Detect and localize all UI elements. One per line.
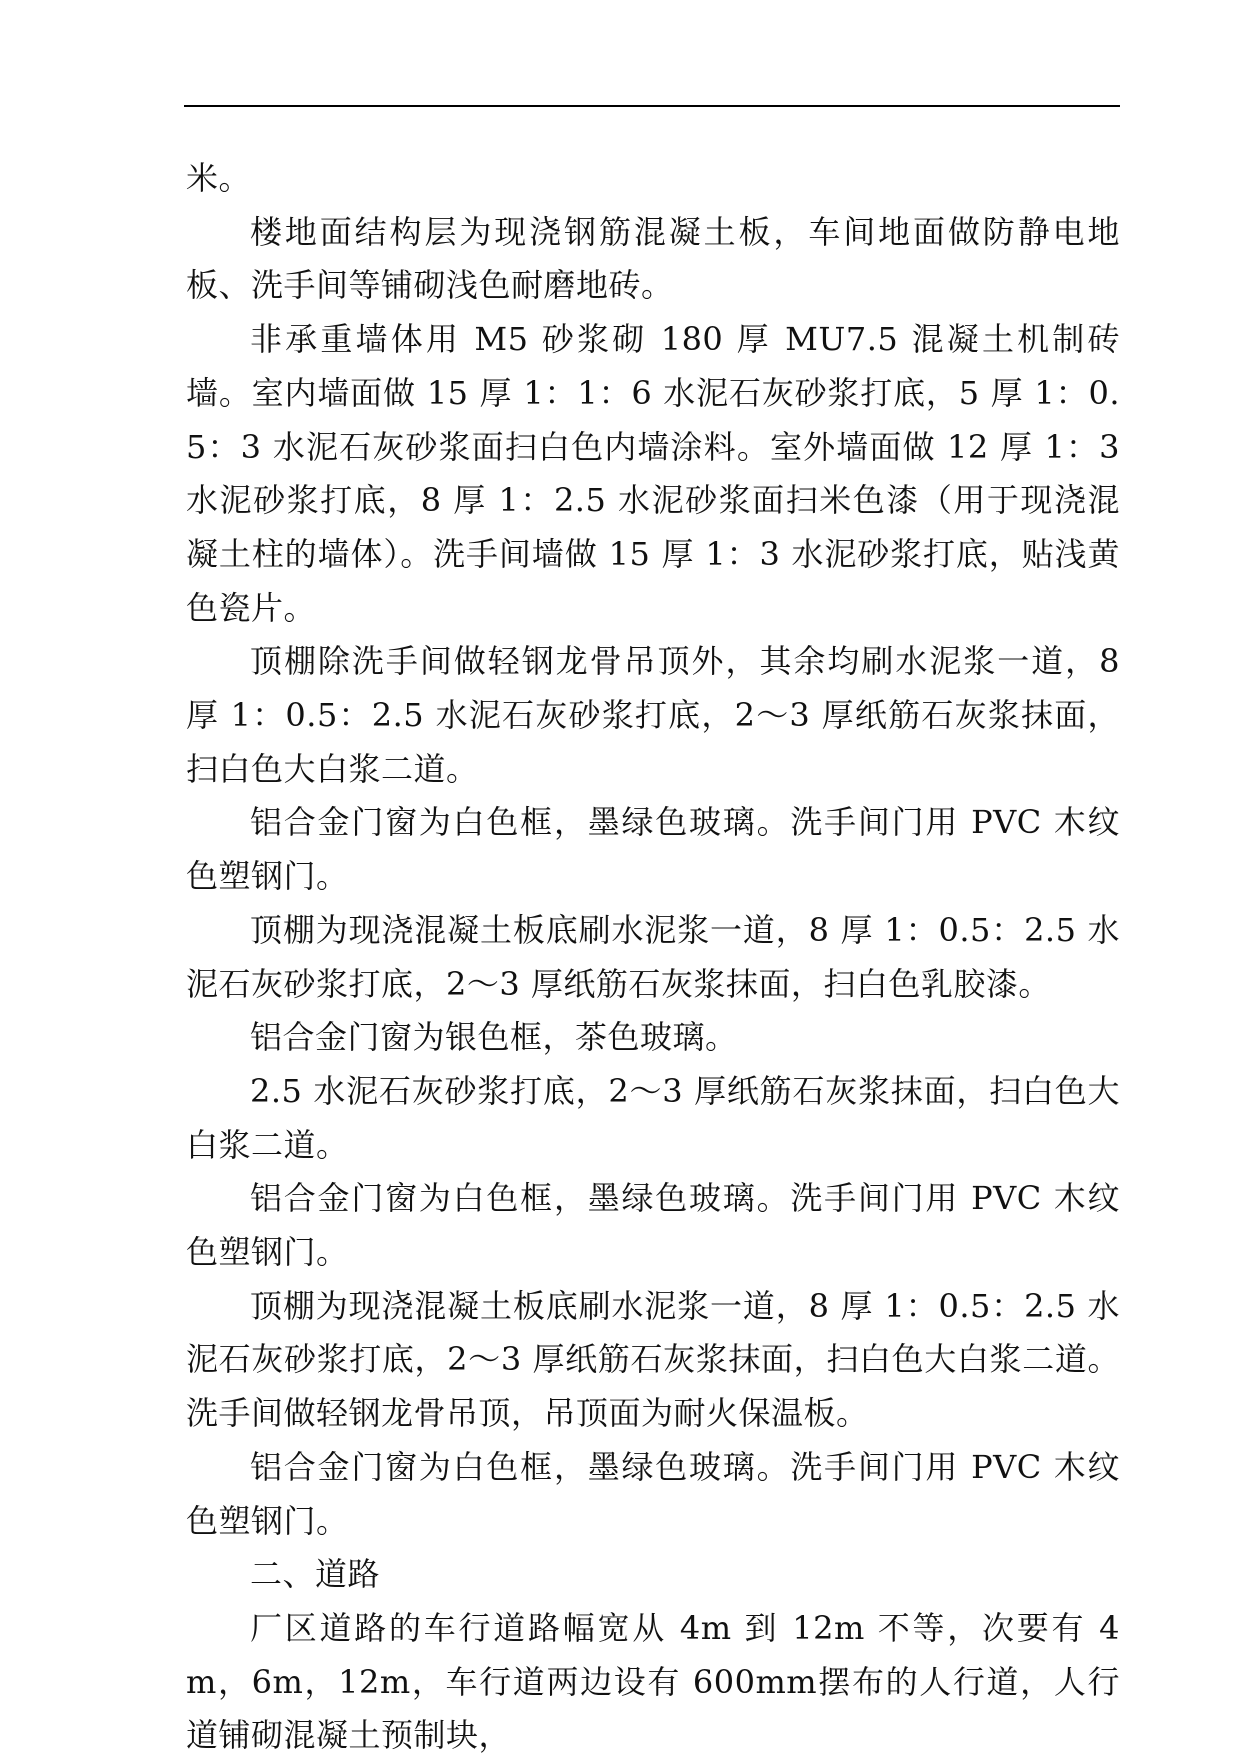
paragraph: 顶棚除洗手间做轻钢龙骨吊顶外，其余均刷水泥浆一道，8 厚 1：0.5：2.5 水泥石灰砂浆打底，2～3 厚纸筋石灰浆抹面，扫白色大白浆二道。: [186, 642, 1120, 788]
paragraph: 铝合金门窗为白色框，墨绿色玻璃。洗手间门用 PVC 木纹色塑钢门。: [186, 1179, 1120, 1272]
paragraph: 顶棚为现浇混凝土板底刷水泥浆一道，8 厚 1：0.5：2.5 水泥石灰砂浆打底，2～3 厚纸筋石灰浆抹面，扫白色大白浆二道。洗手间做轻钢龙骨吊顶，吊顶面为耐火保温板。: [186, 1286, 1120, 1433]
paragraph: 厂区道路的车行道路幅宽从 4m 到 12m 不等，次要有 4m，6m，12m，车行道两边设有 600mm摆布的人行道，人行道铺砌混凝土预制块，: [186, 1608, 1120, 1755]
paragraph: 楼地面结构层为现浇钢筋混凝土板，车间地面做防静电地板、洗手间等铺砌浅色耐磨地砖。: [186, 212, 1120, 305]
paragraph: 铝合金门窗为白色框，墨绿色玻璃。洗手间门用 PVC 木纹色塑钢门。: [186, 1447, 1120, 1540]
paragraph: 铝合金门窗为银色框，茶色玻璃。: [250, 1018, 738, 1057]
paragraph: 米。: [186, 159, 252, 197]
paragraph: 铝合金门窗为白色框，墨绿色玻璃。洗手间门用 PVC 木纹色塑钢门。: [186, 803, 1120, 896]
document-body: [186, 152, 1120, 1763]
header-rule: [184, 105, 1120, 107]
section-heading: 二、道路: [250, 1555, 381, 1594]
paragraph: 非承重墙体用 M5 砂浆砌 180 厚 MU7.5 混凝土机制砖墙。室内墙面做 15 厚 1：1：6 水泥石灰砂浆打底，5 厚 1：0.5：3 水泥石灰砂浆面扫白色内墙涂料。室外墙面做 12 厚 1：3 水泥砂浆打底，8 厚 1：2.5 水泥砂浆面扫米色漆（用于现浇混凝土柱的墙体）。洗手间墙做 15 厚 1：3 水泥砂浆打底，贴浅黄色瓷片。: [186, 320, 1120, 627]
paragraph: 2.5 水泥石灰砂浆打底，2～3 厚纸筋石灰浆抹面，扫白色大白浆二道。: [186, 1071, 1120, 1164]
paragraph: 顶棚为现浇混凝土板底刷水泥浆一道，8 厚 1：0.5：2.5 水泥石灰砂浆打底，2～3 厚纸筋石灰浆抹面，扫白色乳胶漆。: [186, 910, 1120, 1003]
